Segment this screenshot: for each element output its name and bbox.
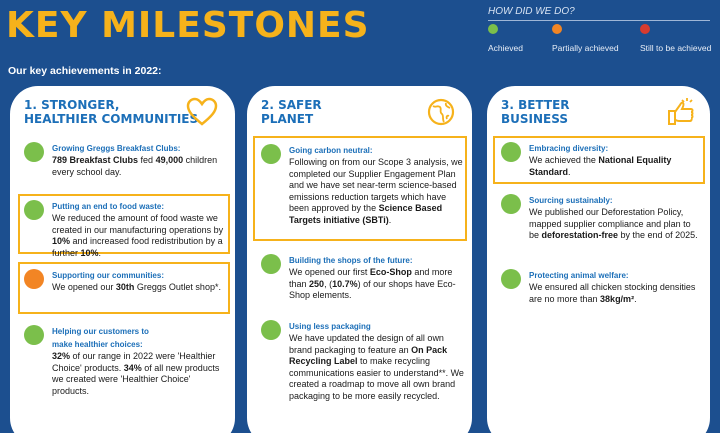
card-better-business <box>487 86 710 433</box>
page-title: KEY MILESTONES <box>6 5 370 46</box>
card-title <box>501 98 570 126</box>
thumbs-up-icon <box>665 96 697 128</box>
globe-icon <box>425 96 457 128</box>
achieved-status-icon <box>261 254 281 274</box>
card-title <box>24 98 198 126</box>
card-title-line: 3. BETTER <box>501 98 570 112</box>
page-subtitle: Our key achievements in 2022: <box>8 65 162 77</box>
card-safer-planet <box>247 86 472 433</box>
card-title-line: BUSINESS <box>501 112 568 126</box>
item-heading: Supporting our communities: <box>52 271 164 280</box>
status-legend <box>488 24 714 52</box>
item-text: We published our Deforestation Policy, mapped supplier compliance and plan to be deforestation-free by the end of 2025. <box>529 207 698 240</box>
item-text: We opened our 30th Greggs Outlet shop*. <box>52 282 221 292</box>
legend-item-achieved: Achieved <box>488 24 578 56</box>
card-stronger-healthier-communities <box>10 86 235 433</box>
achieved-status-icon <box>261 144 281 164</box>
item-heading: Helping our customers to make healthier choices: <box>52 327 149 349</box>
card-title-line: 1. STRONGER, <box>24 98 120 112</box>
item-text: We have updated the design of all own brand packaging to feature an On Pack Recycling Label to make recycling communications easier to understand**. We created a roadmap to move all own brand packaging to be more easily recycled. <box>289 333 464 401</box>
achieved-status-icon <box>261 320 281 340</box>
achieved-status-icon <box>501 194 521 214</box>
legend-item-partially-achieved: Partially achieved <box>552 24 642 56</box>
achieved-status-icon <box>24 200 44 220</box>
achieved-status-icon <box>501 269 521 289</box>
card-title-line: 2. SAFER <box>261 98 322 112</box>
legend-item-still-to-be-achieved: Still to be achieved <box>640 24 720 56</box>
item-heading: Protecting animal welfare: <box>529 271 629 280</box>
card-title <box>261 98 322 126</box>
item-heading: Growing Greggs Breakfast Clubs: <box>52 144 181 153</box>
item-text: 32% of our range in 2022 were 'Healthier Choice' products. 34% of all new products we created were 'Healthier Choice' products. <box>52 351 220 396</box>
item-text: 789 Breakfast Clubs fed 49,000 children every school day. <box>52 155 218 177</box>
item-heading: Using less packaging <box>289 322 371 331</box>
item-text: We achieved the National Equality Standard. <box>529 155 672 177</box>
achieved-status-icon <box>24 325 44 345</box>
item-text: We reduced the amount of food waste we created in our manufacturing operations by 10% and increased food redistribution by a further 10%. <box>52 213 224 258</box>
item-heading: Putting an end to food waste: <box>52 202 164 211</box>
partially-achieved-dot-icon <box>552 24 562 34</box>
achieved-status-icon <box>501 142 521 162</box>
item-heading: Embracing diversity: <box>529 144 609 153</box>
still-to-be-achieved-dot-icon <box>640 24 650 34</box>
item-heading: Going carbon neutral: <box>289 146 373 155</box>
achieved-status-icon <box>24 142 44 162</box>
heart-icon <box>186 96 218 128</box>
card-title-line: PLANET <box>261 112 314 126</box>
item-text: We ensured all chicken stocking densities are no more than 38kg/m². <box>529 282 696 304</box>
partially-achieved-status-icon <box>24 269 44 289</box>
legend-heading: HOW DID WE DO? <box>488 6 710 21</box>
card-title-line: HEALTHIER COMMUNITIES <box>24 112 199 126</box>
item-text: Following on from our Scope 3 analysis, we completed our Supplier Engagement Plan and we have set near-term science-based emissions reduction targets which have been approved by the Science Based Targets initiative (SBTi). <box>289 157 463 225</box>
item-text: We opened our first Eco-Shop and more than 250, (10.7%) of our shops have Eco-Shop elements. <box>289 267 456 300</box>
achieved-dot-icon <box>488 24 498 34</box>
item-heading: Building the shops of the future: <box>289 256 413 265</box>
item-heading: Sourcing sustainably: <box>529 196 613 205</box>
